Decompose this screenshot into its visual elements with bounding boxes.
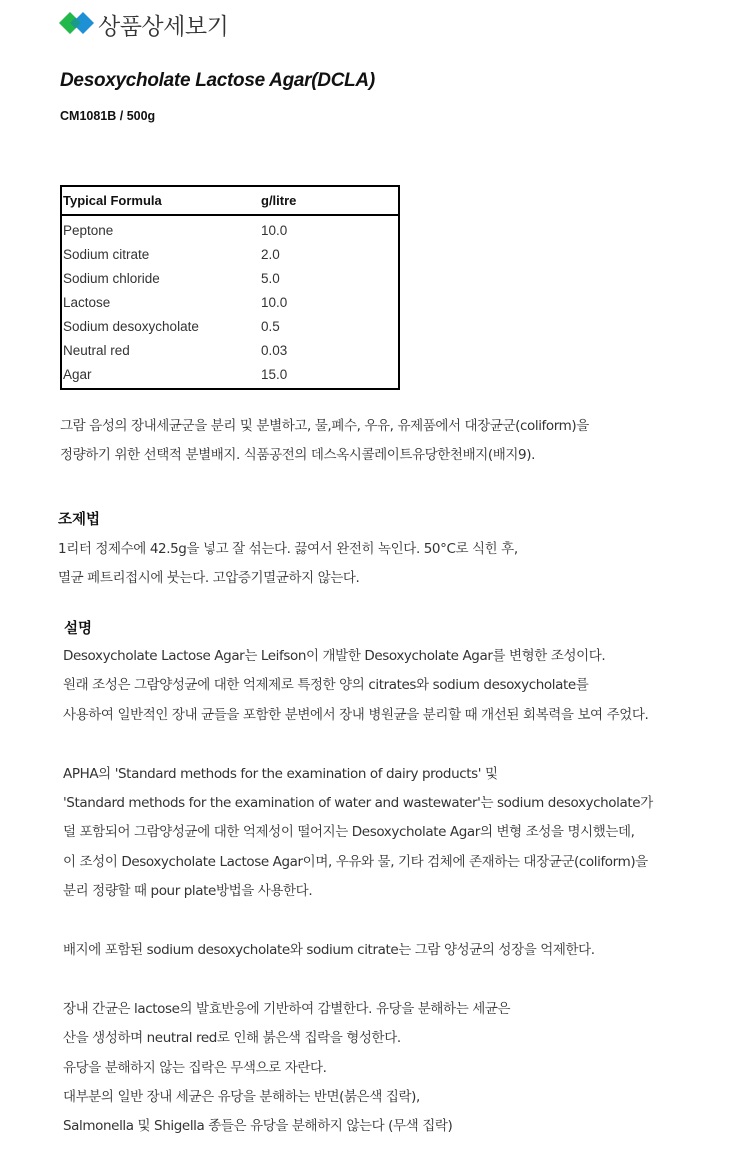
ingredient-amount: 10.0	[261, 294, 288, 310]
text-line: 유당을 분해하지 않는 집락은 무색으로 자란다.	[63, 1059, 327, 1076]
text-line: 정량하기 위한 선택적 분별배지. 식품공전의 데스옥시콜레이트유당한천배지(배지9).	[60, 446, 535, 463]
text-line: 덜 포함되어 그람양성균에 대한 억제성이 떨어지는 Desoxycholate Agar의 변형 조성을 명시했는데,	[63, 824, 635, 841]
ingredient-name: Sodium desoxycholate	[63, 318, 199, 334]
preparation-heading: 조제법	[58, 512, 101, 528]
formula-table-header	[62, 187, 398, 216]
formula-table	[60, 185, 400, 390]
table-row	[62, 314, 398, 338]
page-header	[59, 6, 228, 42]
column-header-amount: g/litre	[261, 193, 297, 208]
column-header-formula: Typical Formula	[63, 193, 162, 208]
ingredient-amount: 2.0	[261, 246, 280, 262]
description-heading: 설명	[64, 621, 93, 637]
table-row	[62, 266, 398, 290]
text-line: 산을 생성하며 neutral red로 인해 붉은색 집락을 형성한다.	[63, 1030, 401, 1047]
ingredient-name: Sodium chloride	[63, 270, 160, 286]
product-name: Desoxycholate Lactose Agar(DCLA)	[60, 70, 375, 91]
ingredient-amount: 10.0	[261, 222, 288, 238]
blank-line	[63, 730, 653, 759]
table-row	[62, 290, 398, 314]
preparation-paragraph	[58, 535, 518, 592]
intro-paragraph	[60, 412, 589, 469]
text-line: 장내 간균은 lactose의 발효반응에 기반하여 감별한다. 유당을 분해하는 세균은	[63, 1000, 511, 1017]
text-line: Salmonella 및 Shigella 종들은 유당을 분해하지 않는다 (무색 집락)	[63, 1118, 453, 1135]
ingredient-name: Neutral red	[63, 342, 130, 358]
text-line: 분리 정량할 때 pour plate방법을 사용한다.	[63, 883, 313, 900]
text-line: 원래 조성은 그람양성균에 대한 억제제로 특정한 양의 citrates와 sodium desoxycholate를	[63, 677, 589, 694]
blank-line	[63, 907, 653, 936]
ingredient-amount: 5.0	[261, 270, 280, 286]
ingredient-name: Sodium citrate	[63, 246, 150, 262]
table-row	[62, 242, 398, 266]
text-line: 'Standard methods for the examination of water and wastewater'는 sodium desoxycholate가	[63, 795, 653, 812]
ingredient-amount: 15.0	[261, 366, 288, 382]
blank-line	[63, 965, 653, 994]
text-line: 배지에 포함된 sodium desoxycholate와 sodium citrate는 그람 양성균의 성장을 억제한다.	[63, 942, 595, 959]
product-code: CM1081B / 500g	[60, 109, 156, 123]
description-paragraph	[63, 642, 653, 1142]
formula-table-body	[62, 216, 398, 388]
text-line: 멸균 페트리접시에 붓는다. 고압증기멸균하지 않는다.	[58, 569, 360, 586]
text-line: APHA의 'Standard methods for the examination of dairy products' 및	[63, 765, 498, 782]
ingredient-amount: 0.5	[261, 318, 280, 334]
text-line: 1리터 정제수에 42.5g을 넣고 잘 섞는다. 끓여서 완전히 녹인다. 50°C로 식힌 후,	[58, 541, 518, 557]
text-line: 이 조성이 Desoxycholate Lactose Agar이며, 우유와 물, 기타 검체에 존재하는 대장균군(coliform)을	[63, 853, 648, 870]
ingredient-name: Peptone	[63, 222, 114, 238]
table-row	[62, 362, 398, 386]
text-line: 그람 음성의 장내세균군을 분리 및 분별하고, 물,폐수, 우유, 유제품에서 대장균군(coliform)을	[60, 418, 589, 434]
text-line: 사용하여 일반적인 장내 균들을 포함한 분변에서 장내 병원균을 분리할 때 개선된 회복력을 보여 주었다.	[63, 706, 649, 723]
diamond-pair-icon	[59, 10, 95, 38]
table-row	[62, 218, 398, 242]
ingredient-name: Lactose	[63, 294, 111, 310]
text-line: Desoxycholate Lactose Agar는 Leifson이 개발한 Desoxycholate Agar를 변형한 조성이다.	[63, 648, 606, 664]
table-row	[62, 338, 398, 362]
ingredient-name: Agar	[63, 366, 92, 382]
ingredient-amount: 0.03	[261, 342, 288, 358]
text-line: 대부분의 일반 장내 세균은 유당을 분해하는 반면(붉은색 집락),	[63, 1089, 420, 1106]
page-title: 상품상세보기	[98, 13, 229, 40]
